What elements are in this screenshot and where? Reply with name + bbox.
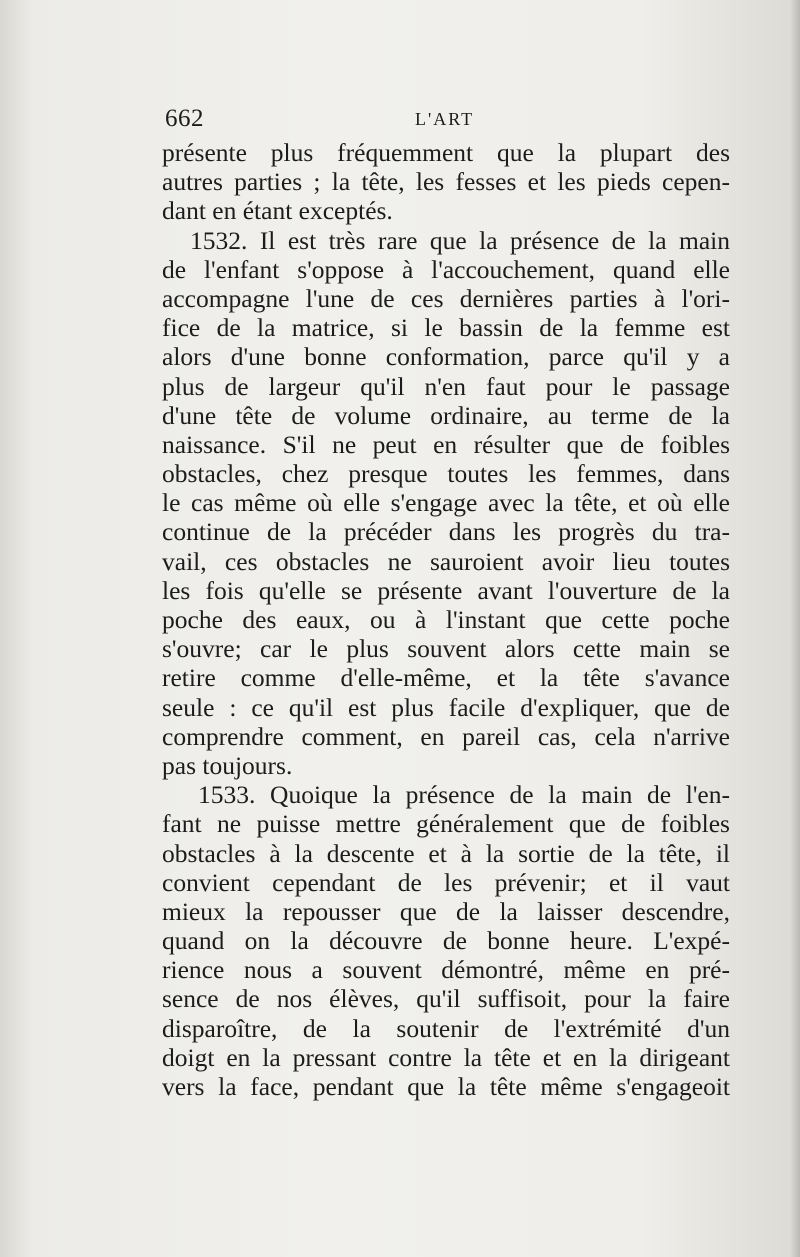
text-line: pas toujours. [162,750,293,780]
text-line: doigt en la pressant contre la tête et en la dirigeant [162,1042,730,1072]
text-line: rience nous a souvent démontré, même en pré- [162,955,730,985]
text-line: sence de nos élèves, qu'il suffisoit, pour la faire [162,984,730,1014]
paragraph-1533-start: 1533. Quoique la présence de la main de l'en- [198,780,730,810]
text-line: poche des eaux, ou à l'instant que cette poche [162,605,730,634]
text-line: quand on la découvre de bonne heure. L'expé- [162,926,730,956]
running-head: L'ART [415,109,475,129]
text-line: seule : ce qu'il est plus facile d'expliquer, que de [162,692,730,722]
page-number: 662 [165,105,204,132]
text-line: le cas même où elle s'engage avec la tête, et où elle [162,488,730,518]
text-line: convient cependant de les prévenir; et il vaut [162,867,730,897]
text-line: plus de largeur qu'il n'en faut pour le passage [162,371,730,401]
paragraph-1532-start: 1532. Il est très rare que la présence de la main [190,225,730,255]
text-line: mieux la repousser que de la laisser descendre, [162,896,730,926]
text-line: les fois qu'elle se présente avant l'ouverture de la [162,575,730,605]
text-line: disparoître, de la soutenir de l'extrémité d'un [162,1013,730,1043]
text-line: d'une tête de volume ordinaire, au terme de la [162,400,730,430]
text-line: retire comme d'elle-même, et la tête s'avance [162,663,730,693]
text-line: alors d'une bonne conformation, parce qu'il y a [162,342,730,372]
text-line: fice de la matrice, si le bassin de la femme est [162,313,730,343]
text-line: s'ouvre; car le plus souvent alors cette main se [162,634,730,664]
text-line: présente plus fréquemment que la plupart des [162,138,730,167]
text-line: vers la face, pendant que la tête même s'engageoit [162,1072,730,1101]
text-line: continue de la précéder dans les progrès du tra- [162,517,730,547]
text-line: fant ne puisse mettre généralement que de foibles [162,809,730,839]
text-line: autres parties ; la tête, les fesses et les pieds cepen- [162,167,730,197]
page-edge-shadow [790,0,800,1257]
text-line: de l'enfant s'oppose à l'accouchement, quand elle [162,254,730,284]
text-line: dant en étant exceptés. [162,196,393,226]
text-line: comprendre comment, en pareil cas, cela n'arrive [162,721,730,751]
text-line: vail, ces obstacles ne sauroient avoir lieu toutes [162,546,730,576]
text-line: obstacles à la descente et à la sortie de la tête, il [162,838,730,868]
page-header [165,103,728,135]
text-line: obstacles, chez presque toutes les femmes, dans [162,459,730,489]
text-line: naissance. S'il ne peut en résulter que de foibles [162,429,730,459]
body-text [162,138,730,1101]
text-line: accompagne l'une de ces dernières parties à l'ori- [162,283,730,313]
